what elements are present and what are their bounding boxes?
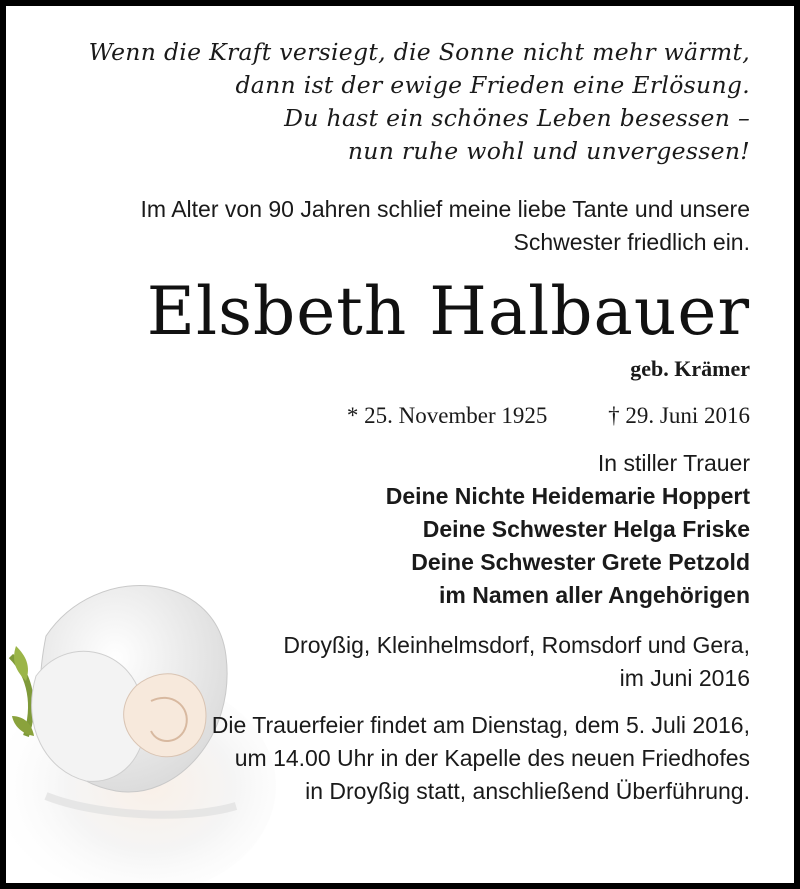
mourner-name: Deine Nichte Heidemarie Hoppert (385, 483, 750, 509)
funeral-service-info (46, 709, 750, 808)
deceased-name: Elsbeth Halbauer (146, 273, 750, 350)
poem (46, 36, 750, 168)
service-line: Die Trauerfeier findet am Dienstag, dem 5. Juli 2016, (211, 712, 750, 738)
mourning-intro: In stiller Trauer (597, 450, 750, 476)
maiden-name: geb. Krämer (630, 356, 750, 381)
mourner-name: Deine Schwester Grete Petzold (411, 549, 750, 575)
poem-line: Wenn die Kraft versiegt, die Sonne nicht mehr wärmt, (88, 38, 750, 66)
poem-line: Du hast ein schönes Leben besessen – (284, 104, 750, 132)
mourner-name: Deine Schwester Helga Friske (422, 516, 750, 542)
intro-text (46, 193, 750, 259)
obituary-content (46, 36, 750, 808)
place-line: im Juni 2016 (619, 665, 750, 691)
place-line: Droyßig, Kleinhelmsdorf, Romsdorf und Gera, (283, 632, 750, 658)
intro-line: Schwester friedlich ein. (513, 229, 750, 255)
mourner-name: im Namen aller Angehörigen (439, 582, 750, 608)
service-line: um 14.00 Uhr in der Kapelle des neuen Friedhofes (234, 745, 750, 771)
service-line: in Droyßig statt, anschließend Überführung. (305, 778, 750, 804)
death-date: † 29. Juni 2016 (608, 403, 750, 428)
mourners-block (46, 447, 750, 612)
life-dates (46, 401, 750, 431)
poem-line: nun ruhe wohl und unvergessen! (347, 137, 750, 165)
poem-line: dann ist der ewige Frieden eine Erlösung. (235, 71, 750, 99)
place-and-date (46, 629, 750, 695)
intro-line: Im Alter von 90 Jahren schlief meine liebe Tante und unsere (140, 196, 750, 222)
birth-date: * 25. November 1925 (346, 403, 548, 428)
